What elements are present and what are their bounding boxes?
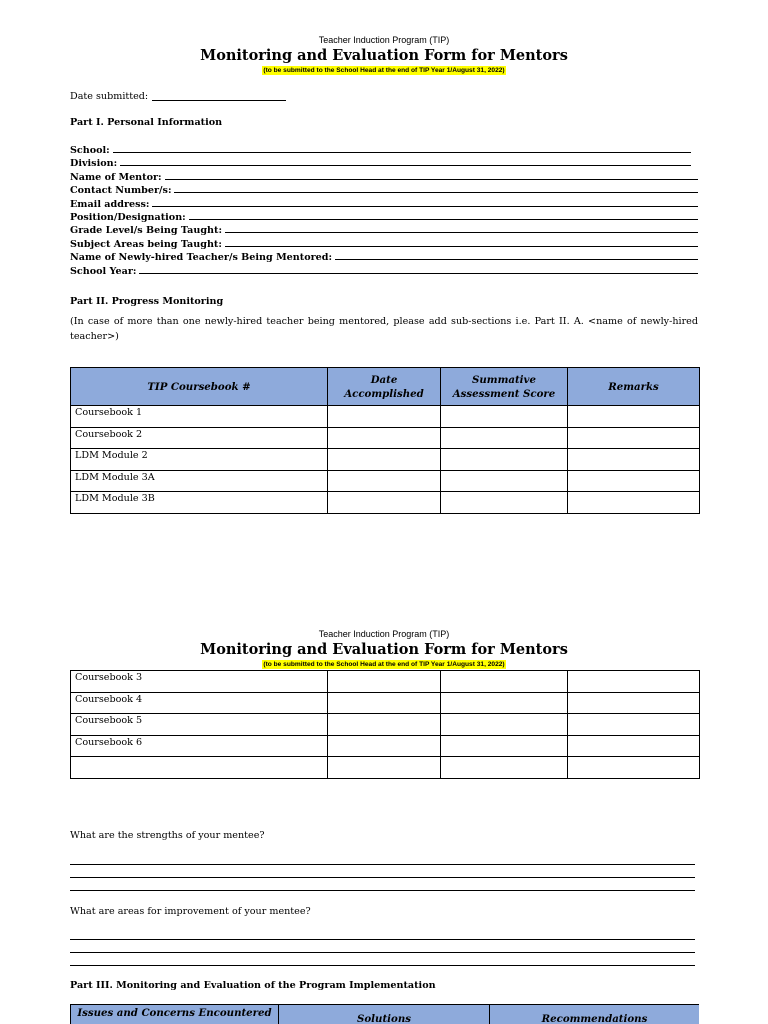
remarks-cell[interactable] [568, 692, 700, 714]
coursebook-cell: Coursebook 2 [71, 427, 328, 449]
improvement-answer-line[interactable] [70, 965, 695, 966]
remarks-cell[interactable] [568, 449, 700, 471]
table-row [71, 492, 700, 514]
info-field-input[interactable] [165, 179, 698, 180]
part2-heading: Part II. Progress Monitoring [70, 296, 224, 307]
part3-heading: Part III. Monitoring and Evaluation of the Program Implementation [70, 980, 436, 991]
info-field-label: Contact Number/s: [70, 185, 172, 197]
info-field-label: Division: [70, 158, 118, 170]
table-row [71, 692, 700, 714]
info-field-input[interactable] [225, 232, 698, 233]
info-field-row [70, 197, 698, 210]
table-row [71, 735, 700, 757]
remarks-cell[interactable] [568, 470, 700, 492]
header-recommendations: Recommendations [490, 1005, 700, 1024]
progress-table [70, 367, 700, 514]
coursebook-cell: LDM Module 2 [71, 449, 328, 471]
info-field-label: Email address: [70, 198, 150, 210]
info-field-input[interactable] [152, 206, 698, 207]
header-coursebook: TIP Coursebook # [71, 368, 328, 406]
table-row [71, 470, 700, 492]
coursebook-cell: Coursebook 4 [71, 692, 328, 714]
date-accomplished-cell[interactable] [328, 406, 441, 428]
info-field-input[interactable] [189, 219, 698, 220]
info-field-row [70, 223, 698, 236]
info-field-row [70, 264, 698, 277]
remarks-cell[interactable] [568, 671, 700, 693]
part2-note: (In case of more than one newly-hired teacher being mentored, please add sub-sections i.e. Part II. A. <name of newly-hired teacher>) [70, 316, 698, 342]
info-field-input[interactable] [174, 192, 698, 193]
summative-score-cell[interactable] [441, 671, 568, 693]
header-solutions: Solutions [279, 1005, 490, 1024]
strengths-answer-line[interactable] [70, 890, 695, 891]
header-summative-score: Summative Assessment Score [441, 368, 568, 406]
coursebook-cell [71, 757, 328, 779]
date-submitted-field[interactable] [152, 99, 286, 101]
summative-score-cell[interactable] [441, 735, 568, 757]
page-title-p2: Monitoring and Evaluation Form for Mentors [200, 641, 568, 658]
info-field-label: Position/Designation: [70, 212, 186, 223]
summative-score-cell[interactable] [441, 470, 568, 492]
header-remarks: Remarks [568, 368, 700, 406]
improvement-answer-line[interactable] [70, 952, 695, 953]
info-field-label: Subject Areas being Taught: [70, 238, 222, 250]
table-row [71, 757, 700, 779]
info-field-label: Name of Mentor: [70, 171, 162, 183]
submission-note-p2: (to be submitted to the School Head at the end of TIP Year 1/August 31, 2022) [263, 661, 505, 668]
info-field-label: Grade Level/s Being Taught: [70, 225, 222, 237]
table-row [71, 406, 700, 428]
info-field-input[interactable] [120, 165, 691, 166]
date-accomplished-cell[interactable] [328, 470, 441, 492]
coursebook-cell: LDM Module 3B [71, 492, 328, 514]
remarks-cell[interactable] [568, 427, 700, 449]
info-field-row [70, 170, 698, 183]
remarks-cell[interactable] [568, 757, 700, 779]
submission-note-wrap-p2 [0, 660, 768, 669]
date-accomplished-cell[interactable] [328, 492, 441, 514]
info-field-input[interactable] [139, 273, 698, 274]
part1-heading: Part I. Personal Information [70, 117, 223, 128]
summative-score-cell[interactable] [441, 449, 568, 471]
date-accomplished-cell[interactable] [328, 449, 441, 471]
info-field-row [70, 237, 698, 250]
remarks-cell[interactable] [568, 714, 700, 736]
strengths-answer-line[interactable] [70, 864, 695, 865]
table-row [71, 427, 700, 449]
program-name-p2: Teacher Induction Program (TIP) [318, 629, 450, 639]
progress-table-continued [70, 670, 700, 779]
date-accomplished-cell[interactable] [328, 427, 441, 449]
part3-table [70, 1004, 699, 1024]
date-submitted-row [70, 91, 286, 103]
submission-note: (to be submitted to the School Head at the end of TIP Year 1/August 31, 2022) [263, 67, 505, 74]
date-accomplished-cell[interactable] [328, 714, 441, 736]
coursebook-cell: Coursebook 5 [71, 714, 328, 736]
improvement-question: What are areas for improvement of your mentee? [70, 906, 311, 917]
info-field-input[interactable] [225, 246, 698, 247]
coursebook-cell: Coursebook 1 [71, 406, 328, 428]
table-row [71, 671, 700, 693]
summative-score-cell[interactable] [441, 692, 568, 714]
info-field-input[interactable] [335, 259, 698, 260]
summative-score-cell[interactable] [441, 427, 568, 449]
remarks-cell[interactable] [568, 735, 700, 757]
part3-table-clip [70, 1004, 699, 1024]
date-accomplished-cell[interactable] [328, 757, 441, 779]
strengths-question: What are the strengths of your mentee? [70, 830, 265, 841]
info-field-input[interactable] [113, 152, 691, 153]
date-accomplished-cell[interactable] [328, 671, 441, 693]
date-submitted-label: Date submitted: [70, 91, 149, 102]
header-issues-concerns: Issues and Concerns Encountered [71, 1005, 279, 1024]
strengths-answer-line[interactable] [70, 877, 695, 878]
summative-score-cell[interactable] [441, 492, 568, 514]
info-field-label: School Year: [70, 265, 137, 277]
header-date-accomplished: Date Accomplished [328, 368, 441, 406]
summative-score-cell[interactable] [441, 406, 568, 428]
summative-score-cell[interactable] [441, 714, 568, 736]
program-name: Teacher Induction Program (TIP) [318, 35, 450, 45]
table-row [71, 714, 700, 736]
improvement-answer-line[interactable] [70, 939, 695, 940]
date-accomplished-cell[interactable] [328, 692, 441, 714]
date-accomplished-cell[interactable] [328, 735, 441, 757]
remarks-cell[interactable] [568, 406, 700, 428]
coursebook-cell: Coursebook 3 [71, 671, 328, 693]
info-field-row [70, 183, 698, 196]
page-title: Monitoring and Evaluation Form for Mentors [200, 47, 568, 64]
info-field-row [70, 156, 691, 169]
submission-note-wrap [0, 66, 768, 75]
info-field-row [70, 250, 698, 263]
info-field-row [70, 143, 691, 156]
summative-score-cell[interactable] [441, 757, 568, 779]
info-field-label: School: [70, 145, 110, 156]
info-field-label: Name of Newly-hired Teacher/s Being Mentored: [70, 252, 333, 264]
coursebook-cell: LDM Module 3A [71, 470, 328, 492]
info-field-row [70, 210, 698, 223]
remarks-cell[interactable] [568, 492, 700, 514]
table-row [71, 449, 700, 471]
coursebook-cell: Coursebook 6 [71, 735, 328, 757]
